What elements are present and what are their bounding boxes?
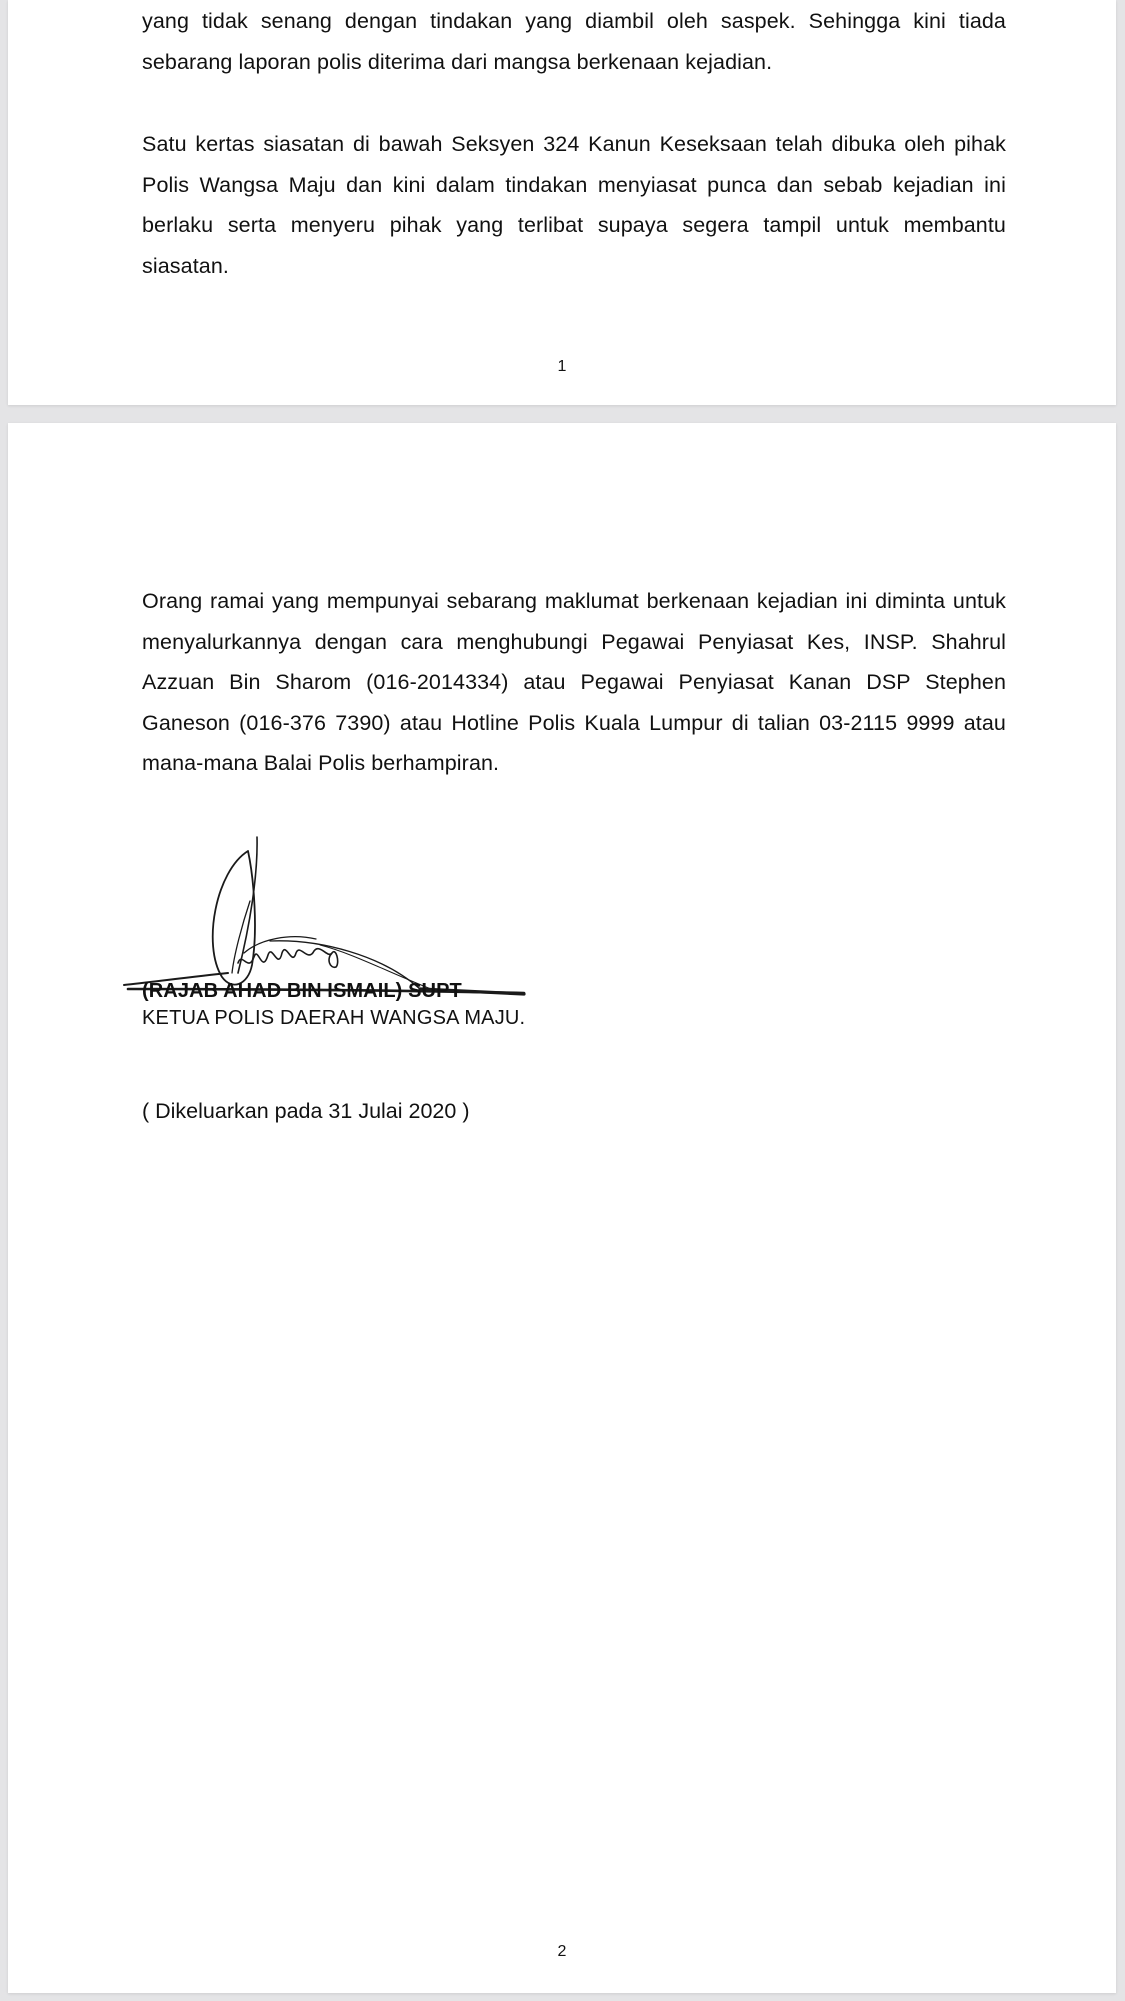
signatory-name: (RAJAB AHAD BIN ISMAIL) SUPT	[142, 980, 462, 1002]
paragraph-investigation: Satu kertas siasatan di bawah Seksyen 324 Kanun Keseksaan telah dibuka oleh pihak Polis Wangsa Maju dan kini dalam tindakan menyiasat punca dan sebab kejadian ini berlaku serta menyeru pihak yang terlibat supaya segera tampil untuk membantu siasatan.	[142, 132, 1006, 278]
page-number: 2	[557, 1943, 567, 1960]
paragraph-public-appeal: Orang ramai yang mempunyai sebarang maklumat berkenaan kejadian ini diminta untuk menyalurkannya dengan cara menghubungi Pegawai Penyiasat Kes, INSP. Shahrul Azzuan Bin Sharom (016-2014334) atau Pegawai Penyiasat Kanan DSP Stephen Ganeson (016-376 7390) atau Hotline Polis Kuala Lumpur di talian 03-2115 9999 atau mana-mana Balai Polis berhampiran.	[142, 589, 1006, 775]
document-page-1	[8, 0, 1116, 405]
signatory-title: KETUA POLIS DAERAH WANGSA MAJU.	[142, 1007, 526, 1029]
paragraph-continuation: yang tidak senang dengan tindakan yang diambil oleh saspek. Sehingga kini tiada sebarang laporan polis diterima dari mangsa berkenaan kejadian.	[142, 9, 1006, 74]
issued-date: ( Dikeluarkan pada 31 Julai 2020 )	[142, 1099, 470, 1123]
page-number: 1	[557, 358, 567, 375]
document-page-2	[8, 423, 1116, 1993]
